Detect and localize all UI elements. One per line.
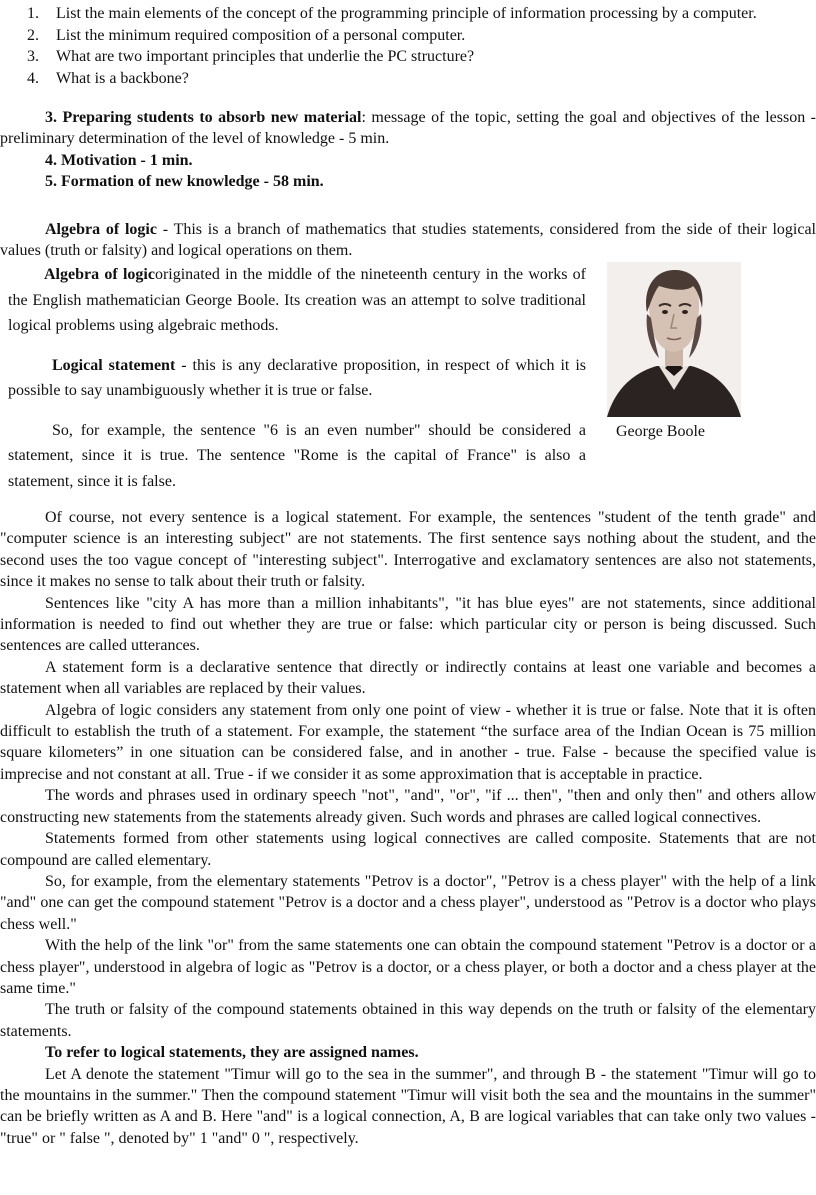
question-text: What are two important principles that underlie the PC structure?	[56, 48, 475, 65]
body-paragraph: Algebra of logic considers any statement from only one point of view - whether it is true or false. Note that it is often difficult to establish the truth of a statement. For example, the statement “the surface area of the Indian Ocean is 75 million square kilometers” in one situation can be considered false, and in another - true. False - because the specified value is imprecise and not constant at all. True - if we consider it as some approximation that is acceptable in practice.	[0, 701, 816, 783]
question-item	[0, 3, 816, 25]
algebra-definition: Algebra of logic - This is a branch of mathematics that studies statements, considered from the side of their logical values (truth or falsity) and logical operations on them.	[0, 221, 816, 260]
question-item	[0, 46, 816, 68]
body-paragraph: Sentences like "city A has more than a million inhabitants", "it has blue eyes" are not statements, since additional information is needed to find out whether they are true or false: which particular city or person is being discussed. Such sentences are called utterances.	[0, 594, 816, 655]
body-paragraph: The truth or falsity of the compound statements obtained in this way depends on the truth or falsity of the elementary statements.	[0, 1001, 816, 1040]
question-item	[0, 68, 816, 90]
question-item	[0, 25, 816, 47]
final-paragraph: Let A denote the statement "Timur will go to the sea in the summer", and through B - the statement "Timur will go to the mountains in the summer." Then the compound statement "Timur will visit both the sea and the mountains in the summer" can be briefly written as A and B. Here "and" is a logical connection, A, B are logical variables that can take only two values - "true" or " false ", denoted by" 1 "and" 0 ", respectively.	[0, 1065, 816, 1147]
question-number: 2.	[27, 26, 39, 44]
question-text: What is a backbone?	[56, 69, 189, 87]
example-paragraph: So, for example, the sentence "6 is an even number" should be considered a statement, since it is true. The sentence "Rome is the capital of France" is also a statement, since it is false.	[8, 421, 586, 490]
george-boole-portrait	[607, 262, 741, 417]
body-paragraph: Of course, not every sentence is a logical statement. For example, the sentences "student of the tenth grade" and "computer science is an interesting subject" are not statements. The first sentence says nothing about the student, and the second uses the too vague concept of "interesting subject". Interrogative and exclamatory sentences are also not statements, since it makes no sense to talk about their truth or falsity.	[0, 509, 816, 591]
stage-motivation: 4. Motivation - 1 min.	[45, 151, 193, 169]
body-paragraph: So, for example, from the elementary statements "Petrov is a doctor", "Petrov is a chess player" with the help of a link "and" one can get the compound statement "Petrov is a doctor and a chess player", understood as "Petrov is a doctor who plays chess well."	[0, 872, 816, 933]
boole-paragraph: Algebra of logicoriginated in the middle of the nineteenth century in the works of the English mathematician George Boole. Its creation was an attempt to solve traditional logical problems using algebraic methods.	[8, 266, 587, 334]
question-number: 4.	[27, 69, 39, 87]
names-heading: To refer to logical statements, they are assigned names.	[45, 1044, 419, 1062]
question-text: List the minimum required composition of a personal computer.	[56, 26, 466, 44]
question-number: 3.	[27, 48, 39, 65]
body-paragraph: The words and phrases used in ordinary speech "not", "and", "or", "if ... then", "then and only then" and others allow constructing new statements from the statements already given. Such words and phrases are called logical connectives.	[0, 787, 816, 826]
main-text	[0, 507, 816, 1149]
body-paragraph: With the help of the link "or" from the same statements one can obtain the compound statement "Petrov is a doctor or a chess player", understood in algebra of logic as "Petrov is a doctor, or a chess player, or both a doctor and a chess player at the same time."	[0, 937, 816, 997]
logical-statement-definition: Logical statement - this is any declarative proposition, in respect of which it is possible to say unambiguously whether it is true or false.	[8, 356, 586, 399]
body-paragraph: A statement form is a declarative sentence that directly or indirectly contains at least one variable and becomes a statement when all variables are replaced by their values.	[0, 658, 816, 698]
stage-new-knowledge: 5. Formation of new knowledge - 58 min.	[45, 173, 324, 191]
boole-section	[8, 262, 586, 494]
lesson-stages	[0, 107, 816, 193]
question-list	[0, 3, 816, 89]
question-text: List the main elements of the concept of the programming principle of information processing by a computer.	[56, 5, 757, 22]
stage-preparation: 3. Preparing students to absorb new material: message of the topic, setting the goal and objectives of the lesson - preliminary determination of the level of knowledge - 5 min.	[0, 109, 816, 148]
question-number: 1.	[27, 5, 39, 22]
portrait-caption: George Boole	[616, 423, 706, 440]
body-paragraph: Statements formed from other statements using logical connectives are called composite. Statements that are not compound are called elementary.	[0, 830, 816, 869]
